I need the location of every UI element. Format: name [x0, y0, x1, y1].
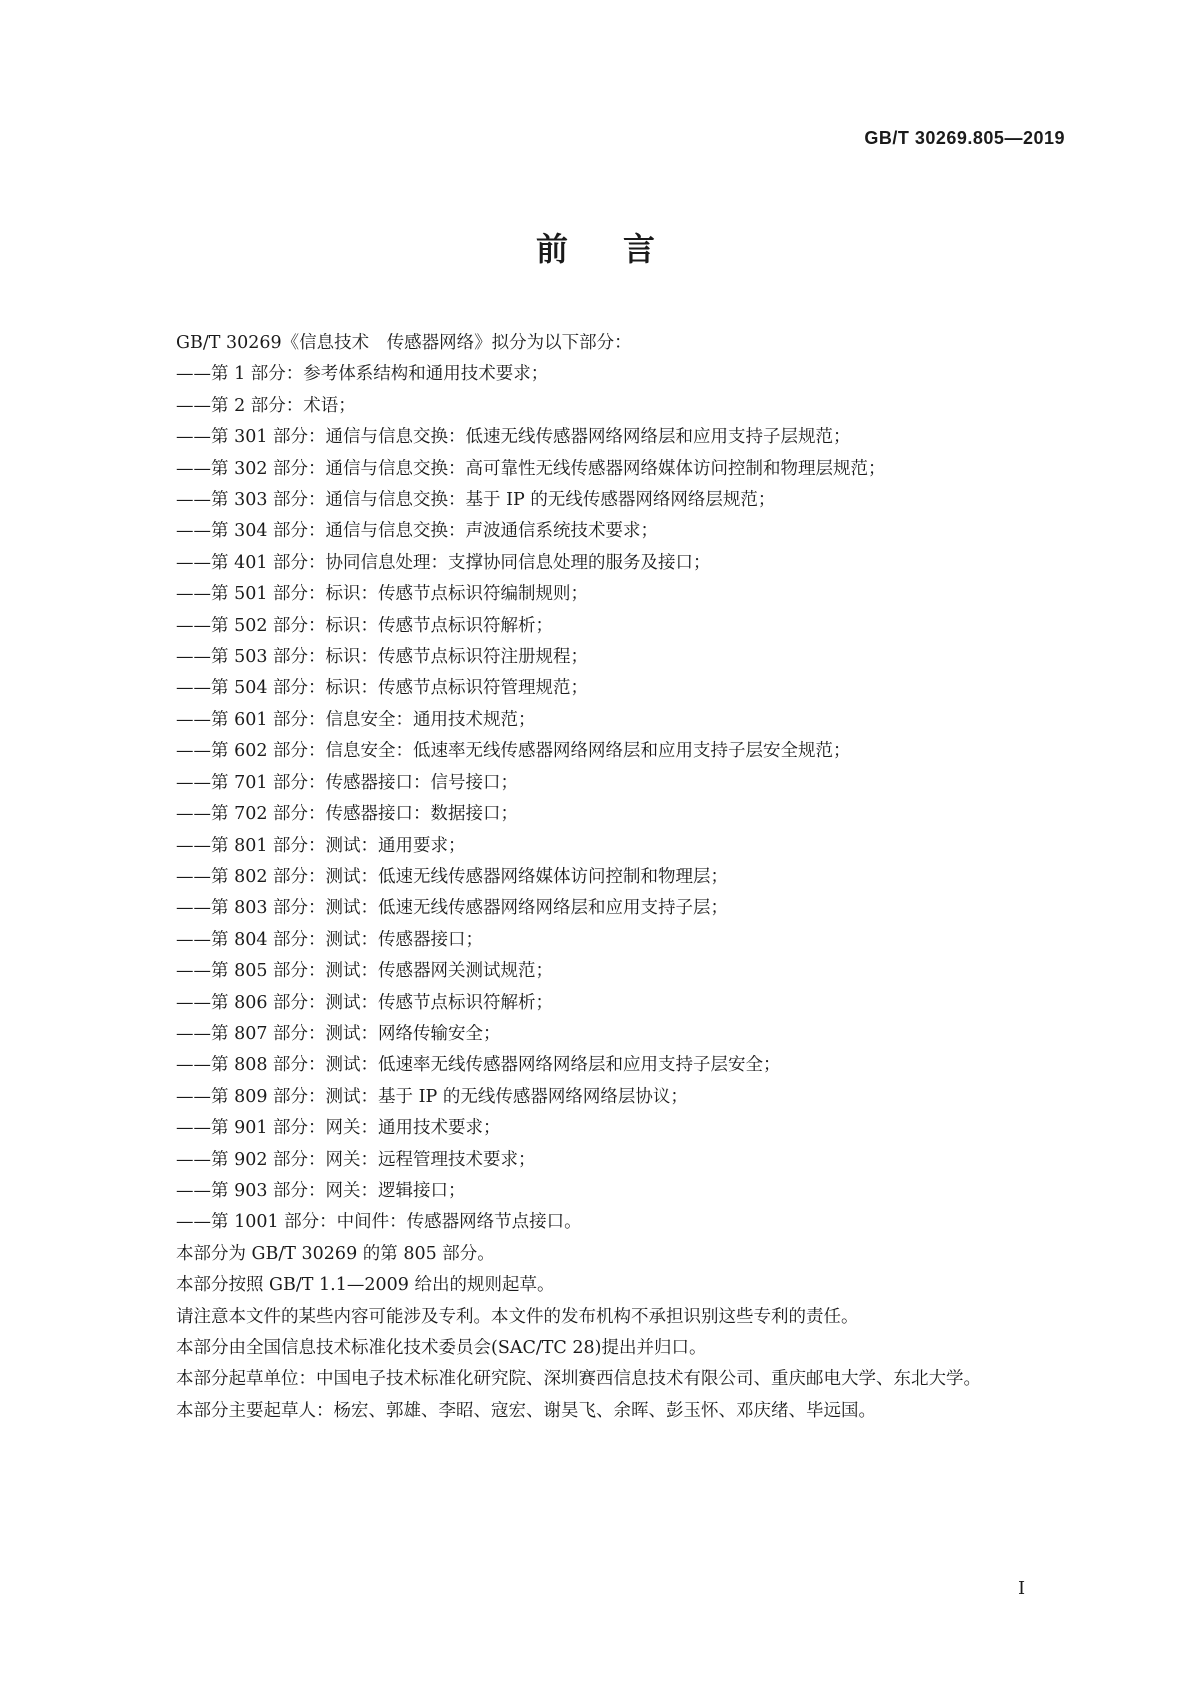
- list-item: ——第 805 部分：测试：传感器网关测试规范；: [176, 961, 554, 982]
- list-item: ——第 806 部分：测试：传感节点标识符解析；: [176, 992, 554, 1013]
- list-item: ——第 401 部分：协同信息处理：支撑协同信息处理的服务及接口；: [176, 552, 711, 573]
- list-item: ——第 809 部分：测试：基于 IP 的无线传感器网络网络层协议；: [176, 1086, 688, 1107]
- page-number: I: [1018, 1578, 1026, 1599]
- parts-list: [134, 359, 1066, 1238]
- page-title: 前言: [535, 230, 710, 268]
- list-item: ——第 302 部分：通信与信息交换：高可靠性无线传感器网络媒体访问控制和物理层规范；: [176, 458, 886, 479]
- list-item: ——第 804 部分：测试：传感器接口；: [176, 929, 484, 950]
- standard-code: GB/T 30269.805—2019: [864, 128, 1065, 148]
- proposer-statement: 本部分由全国信息技术标准化技术委员会(SAC/TC 28)提出并归口。: [176, 1338, 707, 1358]
- intro-paragraph: GB/T 30269《信息技术 传感器网络》拟分为以下部分：: [176, 333, 632, 353]
- list-item: ——第 802 部分：测试：低速无线传感器网络媒体访问控制和物理层；: [176, 866, 729, 887]
- list-item: ——第 502 部分：标识：传感节点标识符解析；: [176, 615, 554, 636]
- part-number-statement: 本部分为 GB/T 30269 的第 805 部分。: [176, 1243, 495, 1264]
- list-item: ——第 702 部分：传感器接口：数据接口；: [176, 804, 519, 825]
- drafting-units-statement: 本部分起草单位：中国电子技术标准化研究院、深圳赛西信息技术有限公司、重庆邮电大学、东北大学。: [176, 1369, 981, 1390]
- list-item: ——第 304 部分：通信与信息交换：声波通信系统技术要求；: [176, 521, 659, 542]
- list-item: ——第 801 部分：测试：通用要求；: [176, 835, 466, 856]
- list-item: ——第 808 部分：测试：低速率无线传感器网络网络层和应用支持子层安全；: [176, 1055, 781, 1076]
- main-drafters-statement: 本部分主要起草人：杨宏、郭雄、李昭、寇宏、谢昊飞、余晖、彭玉怀、邓庆绪、毕远国。: [176, 1400, 876, 1421]
- list-item: ——第 803 部分：测试：低速无线传感器网络网络层和应用支持子层；: [176, 898, 729, 919]
- list-item: ——第 903 部分：网关：逻辑接口；: [176, 1180, 466, 1201]
- list-item: ——第 1001 部分：中间件：传感器网络节点接口。: [176, 1212, 582, 1233]
- list-item: ——第 504 部分：标识：传感节点标识符管理规范；: [176, 678, 589, 699]
- list-item: ——第 807 部分：测试：网络传输安全；: [176, 1023, 501, 1044]
- list-item: ——第 1 部分：参考体系结构和通用技术要求；: [176, 364, 549, 385]
- list-item: ——第 601 部分：信息安全：通用技术规范；: [176, 709, 536, 730]
- list-item: ——第 303 部分：通信与信息交换：基于 IP 的无线传感器网络网络层规范；: [176, 490, 776, 511]
- document-body: [134, 328, 1066, 1427]
- list-item: ——第 602 部分：信息安全：低速率无线传感器网络网络层和应用支持子层安全规范；: [176, 741, 851, 762]
- list-item: ——第 701 部分：传感器接口：信号接口；: [176, 772, 519, 793]
- list-item: ——第 501 部分：标识：传感节点标识符编制规则；: [176, 584, 589, 605]
- list-item: ——第 301 部分：通信与信息交换：低速无线传感器网络网络层和应用支持子层规范；: [176, 427, 851, 448]
- drafting-rule-statement: 本部分按照 GB/T 1.1—2009 给出的规则起草。: [176, 1275, 555, 1296]
- list-item: ——第 901 部分：网关：通用技术要求；: [176, 1118, 501, 1139]
- list-item: ——第 902 部分：网关：远程管理技术要求；: [176, 1149, 536, 1170]
- list-item: ——第 503 部分：标识：传感节点标识符注册规程；: [176, 647, 589, 668]
- list-item: ——第 2 部分：术语；: [176, 395, 356, 416]
- patent-notice: 请注意本文件的某些内容可能涉及专利。本文件的发布机构不承担识别这些专利的责任。: [176, 1306, 859, 1327]
